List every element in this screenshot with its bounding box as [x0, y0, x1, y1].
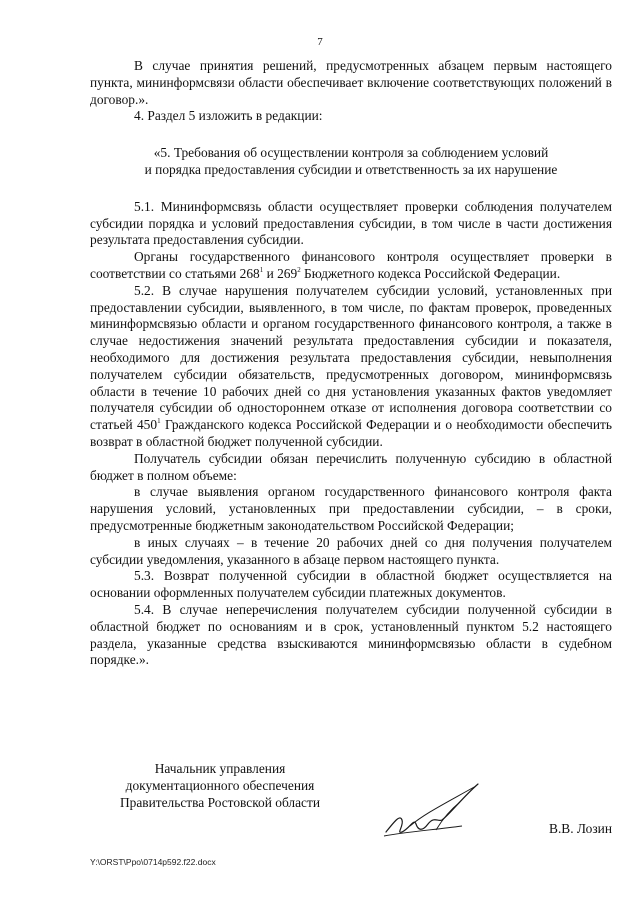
- paragraph-5-1: 5.1. Мининформсвязь области осуществляет проверки соблюдения получателем субсидии порядка и условий предоставления субсидии, в том числе в части достижения результата предоставления субсидии.: [90, 198, 612, 248]
- superscript: 1: [259, 265, 264, 274]
- paragraph-decision-clause: В случае принятия решений, предусмотренных абзацем первым настоящего пункта, мининформсвязи области обеспечивает включение соответствующих положений в договор.».: [90, 58, 612, 107]
- text-fragment: Гражданского кодекса Российской Федерации и о необходимости обеспечить возврат в областной бюджет полученной субсидии.: [90, 417, 612, 449]
- text-fragment: Бюджетного кодекса Российской Федерации.: [300, 265, 561, 281]
- document-body: [90, 58, 612, 669]
- paragraph-refund-case-other: в иных случаях – в течение 20 рабочих дней со дня получения получателем субсидии уведомления, указанного в абзаце первом настоящего пункта.: [90, 534, 612, 567]
- paragraph-control-organs: [90, 249, 612, 283]
- signatory-name: В.В. Лозин: [549, 821, 612, 836]
- text-fragment: и 269: [263, 265, 298, 281]
- text-fragment: Органы государственного финансового контроля осуществляет проверки в соответствии со статьями 268: [90, 249, 612, 281]
- superscript: 1: [157, 417, 161, 426]
- paragraph-5-2: [90, 283, 612, 451]
- section-heading-line2: и порядка предоставления субсидии и ответственность за их нарушение: [144, 161, 558, 177]
- position-line: Правительства Ростовской области: [119, 795, 321, 810]
- paragraph-refund-obligation: Получатель субсидии обязан перечислить полученную субсидию в областной бюджет в полном объеме:: [90, 450, 612, 483]
- handwritten-signature: [380, 780, 490, 844]
- paragraph-section5-intro: 4. Раздел 5 изложить в редакции:: [134, 108, 323, 124]
- section-heading-line1: «5. Требования об осуществлении контроля за соблюдением условий: [153, 145, 549, 161]
- paragraph-5-4: 5.4. В случае неперечисления получателем субсидии полученной субсидии в областной бюджет по основаниям и в срок, установленный пунктом 5.2 настоящего раздела, указанные средства взыскиваются мининформсвязью области в судебном порядке.».: [90, 601, 612, 668]
- paragraph-refund-case-control: в случае выявления органом государственного финансового контроля факта нарушения условий, установленных при предоставлении субсидии, – в сроки, предусмотренные бюджетным законодательством Российской Федерации;: [90, 484, 612, 533]
- file-path-footer: Y:\ORST\Ppo\0714p592.f22.docx: [90, 857, 216, 867]
- text-fragment: 5.2. В случае нарушения получателем субсидии условий, установленных при предоставлении субсидии, выявленного, в том числе, по фактам проверок, проведенных мининформсвязью области и органом государственного финансового контроля, а также в случае недостижения значений результата предоставления субсидии и показателя, необходимого для достижения результата предоставления субсидии, невыполнения получателем субсидии обязательств, предусмотренных договором, мининформсвязь области в течение 10 рабочих дней со дня установления указанных фактов уведомляет получателя субсидии об одностороннем отказе от исполнения договора соответствии со статьей 450: [90, 282, 612, 433]
- superscript: 2: [297, 265, 301, 274]
- signatory-position: [90, 760, 350, 811]
- page-number: 7: [317, 36, 323, 48]
- section-heading: [90, 145, 612, 179]
- position-line: Начальник управления: [154, 761, 286, 776]
- paragraph-5-3: 5.3. Возврат полученной субсидии в областной бюджет осуществляется на основании оформленных получателем субсидии платежных документов.: [90, 568, 612, 601]
- position-line: документационного обеспечения: [125, 778, 315, 793]
